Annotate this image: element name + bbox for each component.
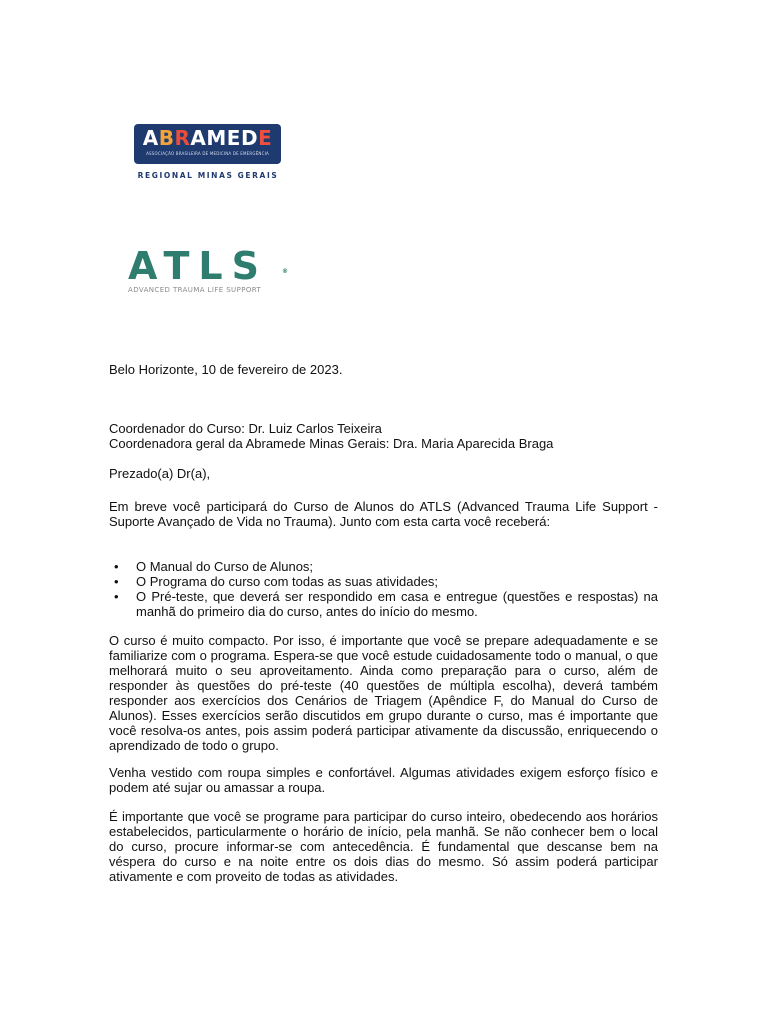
general-coordinator: Coordenadora geral da Abramede Minas Gerais: Dra. Maria Aparecida Braga (109, 436, 554, 451)
abramede-logo-letter: R (174, 126, 191, 150)
list-item-text: O Manual do Curso de Alunos; (136, 559, 314, 574)
list-item (109, 559, 658, 574)
abramede-logo-letter: M (206, 126, 227, 150)
abramede-logo (134, 124, 282, 180)
bullet-icon: • (114, 589, 119, 604)
atls-logo-subtitle: ADVANCED TRAUMA LIFE SUPPORT (128, 286, 262, 294)
abramede-logo-letter: E (226, 126, 241, 150)
clothing-paragraph: Venha vestido com roupa simples e confortável. Algumas atividades exigem esforço físico e podem até sujar ou amassar a roupa. (109, 765, 658, 795)
abramede-region-label: REGIONAL MINAS GERAIS (137, 171, 279, 180)
list-item-text: O Programa do curso com todas as suas atividades; (136, 574, 439, 589)
atls-logo-wordmark (128, 246, 288, 286)
list-item (109, 574, 658, 589)
list-item (109, 589, 658, 619)
abramede-logo-badge (134, 124, 281, 164)
intro-paragraph: Em breve você participará do Curso de Alunos do ATLS (Advanced Trauma Life Support - Suporte Avançado de Vida no Trauma). Junto com esta carta você receberá: (109, 499, 658, 529)
abramede-logo-letter: A (142, 126, 159, 150)
bullet-icon: • (114, 574, 119, 589)
letter-date: Belo Horizonte, 10 de fevereiro de 2023. (109, 362, 343, 377)
abramede-logo-tagline: ASSOCIAÇÃO BRASILEIRA DE MEDICINA DE EMERGÊNCIA (146, 151, 269, 156)
abramede-logo-letter: A (190, 126, 207, 150)
abramede-logo-letter: B (158, 126, 175, 150)
salutation: Prezado(a) Dr(a), (109, 466, 211, 481)
atls-logo-name: ATLS (128, 244, 268, 288)
atls-logo (128, 246, 288, 294)
preparation-paragraph: O curso é muito compacto. Por isso, é importante que você se prepare adequadamente e se familiarize com o programa. Espera-se que você estude cuidadosamente todo o manual, o que melhorará muito o seu aproveitamento. Ainda como preparação para o curso, além de responder às questões do pré-teste (40 questões de múltipla escolha), deverá também responder aos exercícios dos Cenários de Triagem (Apêndice F, do Manual do Curso de Alunos). Esses exercícios serão discutidos em grupo durante o curso, mas é importante que você resolva-os antes, pois assim poderá participar ativamente da discussão, enriquecendo o aprendizado de todo o grupo. (109, 633, 658, 753)
abramede-logo-letter: E (258, 126, 273, 150)
bullet-icon: • (114, 559, 119, 574)
course-coordinator: Coordenador do Curso: Dr. Luiz Carlos Teixeira (109, 421, 382, 436)
list-item-text: O Pré-teste, que deverá ser respondido em casa e entregue (questões e respostas) na manhã do primeiro dia do curso, antes do início do mesmo. (136, 589, 658, 619)
abramede-logo-wordmark (134, 127, 281, 149)
abramede-logo-letter: D (240, 126, 259, 150)
atls-registered-mark: ® (282, 268, 288, 275)
materials-list (109, 559, 658, 619)
attendance-paragraph: É importante que você se programe para participar do curso inteiro, obedecendo aos horários estabelecidos, particularmente o horário de início, pela manhã. Se não conhecer bem o local do curso, procure informar-se com antecedência. É fundamental que descanse bem na véspera do curso e na noite entre os dois dias do mesmo. Só assim poderá participar ativamente e com proveito de todas as atividades. (109, 809, 658, 884)
